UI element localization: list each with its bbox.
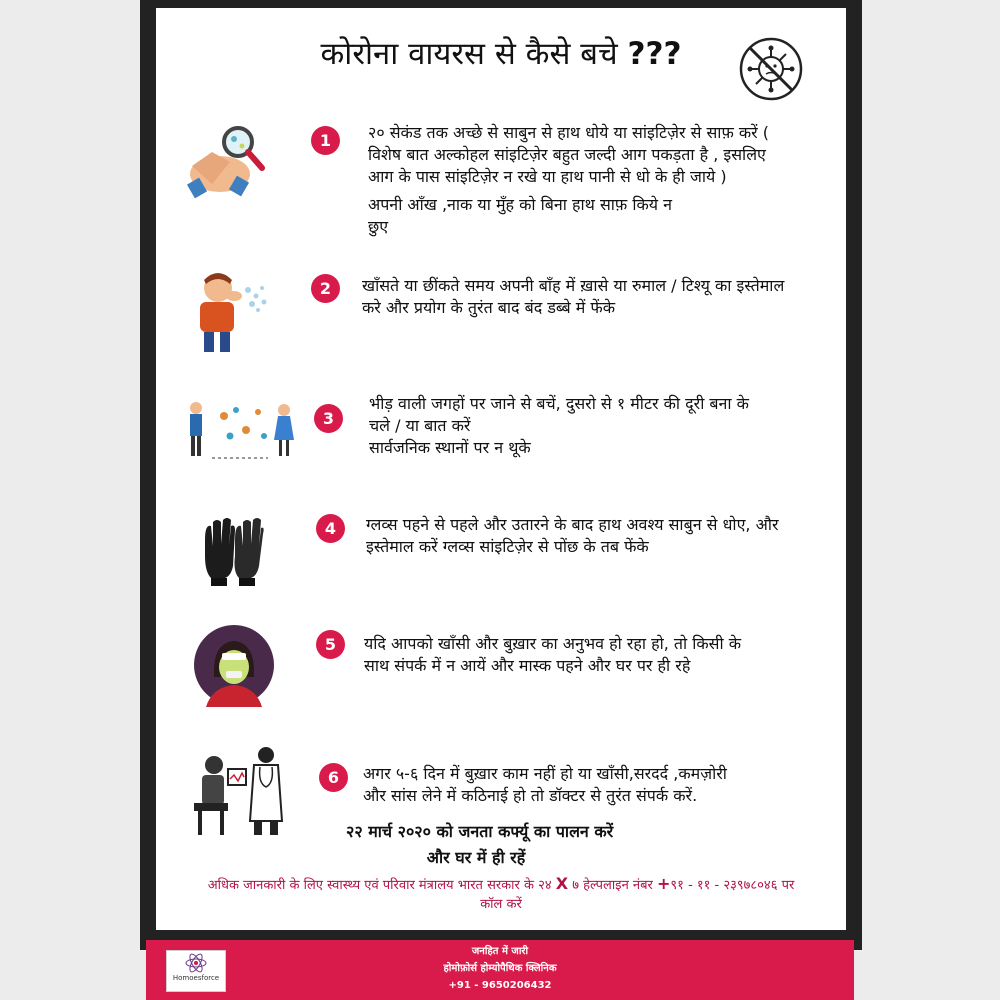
tip-number-badge: 1 — [311, 126, 340, 155]
footer-phone: +91 - 9650206432 — [448, 980, 552, 991]
footer-text — [146, 943, 854, 994]
no-virus-icon — [738, 36, 804, 102]
tip-line: आग के पास सांइटिज़ेर न रखे या हाथ पानी से धो के ही जाये ) — [368, 167, 727, 186]
sick-person-mask-icon — [192, 623, 276, 707]
tip-line: और सांस लेने में कठिनाई हो तो डॉक्टर से तुरंत संपर्क करें. — [363, 786, 698, 805]
tip-line: चले / या बात करें — [369, 416, 471, 435]
tip-number-badge: 3 — [314, 404, 343, 433]
helpline-text-after: ७ हेल्पलाइन नंबर — [572, 878, 653, 893]
helpline-number: ९१ - ११ - २३९७८०४६ पर — [670, 878, 795, 893]
tip-text — [368, 122, 769, 238]
helpline-text-before: अधिक जानकारी के लिए स्वास्थ्य एवं परिवार मंत्रालय भारत सरकार के २४ — [207, 878, 552, 893]
tip-text — [362, 275, 784, 319]
tip-line: भीड़ वाली जगहों पर जाने से बचें, दुसरो से १ मीटर की दूरी बना के — [369, 394, 749, 413]
helpline-cross: X — [555, 874, 569, 893]
curfew-line-1: २२ मार्च २०२० को जनता कर्फ्यू का पालन करें — [346, 822, 614, 841]
footer-line-1: जनहित में जारी — [471, 946, 529, 957]
tip-line: अगर ५-६ दिन में बुख़ार काम नहीं हो या खाँसी,सरदर्द ,कमज़ोरी — [363, 764, 727, 783]
tip-number-badge: 6 — [319, 763, 348, 792]
tip-line: विशेष बात अल्कोहल सांइटिज़ेर बहुत जल्दी आग पकड़ता है , इसलिए — [368, 145, 766, 164]
tip-line: यदि आपको खाँसी और बुख़ार का अनुभव हो रहा हो, तो किसी के — [364, 634, 742, 653]
social-distancing-icon — [182, 396, 302, 462]
tip-text — [363, 763, 727, 807]
tip-line: अपनी आँख ,नाक या मुँह को बिना हाथ साफ़ किये न — [368, 195, 673, 214]
doctor-patient-icon — [188, 743, 288, 838]
logo-text: Homoesforce — [172, 974, 220, 982]
footer-line-2: होमोफ़ोर्स होम्योपैथिक क्लिनिक — [443, 963, 557, 974]
tip-line: इस्तेमाल करें ग्लव्स सांइटिज़ेर से पोंछ के तब फेंके — [366, 537, 649, 556]
tip-text — [366, 514, 779, 558]
helpline-line-2: कॉल करें — [480, 897, 522, 912]
tip-line: सार्वजनिक स्थानों पर न थूके — [369, 438, 531, 457]
tip-line: छुए — [368, 217, 389, 236]
tip-line: खाँसते या छींकते समय अपनी बाँह में ख़ासे या रुमाल / टिश्यू का इस्तेमाल — [362, 276, 785, 295]
sneezing-man-icon — [182, 266, 272, 356]
tip-number-badge: 5 — [316, 630, 345, 659]
gloves-icon — [201, 516, 265, 588]
tip-line: करे और प्रयोग के तुरंत बाद बंद डब्बे में फेंके — [362, 298, 616, 317]
tip-line: २० सेकंड तक अच्छे से साबुन से हाथ धोये या सांइटिज़ेर से साफ़ करें ( — [368, 123, 770, 142]
title-text: कोरोना वायरस से कैसे बचे — [320, 36, 618, 72]
tip-text — [369, 393, 749, 459]
curfew-line-2: और घर में ही रहें — [426, 848, 526, 867]
tip-number-badge: 2 — [311, 274, 340, 303]
poster-content — [156, 8, 846, 930]
helpline-plus: + — [657, 874, 671, 893]
helpline-info — [156, 874, 846, 914]
curfew-notice — [346, 819, 614, 871]
tip-line: साथ संपर्क में न आयें और मास्क पहने और घर पर ही रहे — [364, 656, 691, 675]
footer-banner — [146, 940, 854, 1000]
tip-text — [364, 633, 741, 677]
title-question-marks: ??? — [627, 36, 682, 72]
tip-number-badge: 4 — [316, 514, 345, 543]
handwashing-magnifier-icon — [182, 122, 272, 202]
tip-line: ग्लव्स पहने से पहले और उतारने के बाद हाथ अवश्य साबुन से धोए, और — [366, 515, 779, 534]
